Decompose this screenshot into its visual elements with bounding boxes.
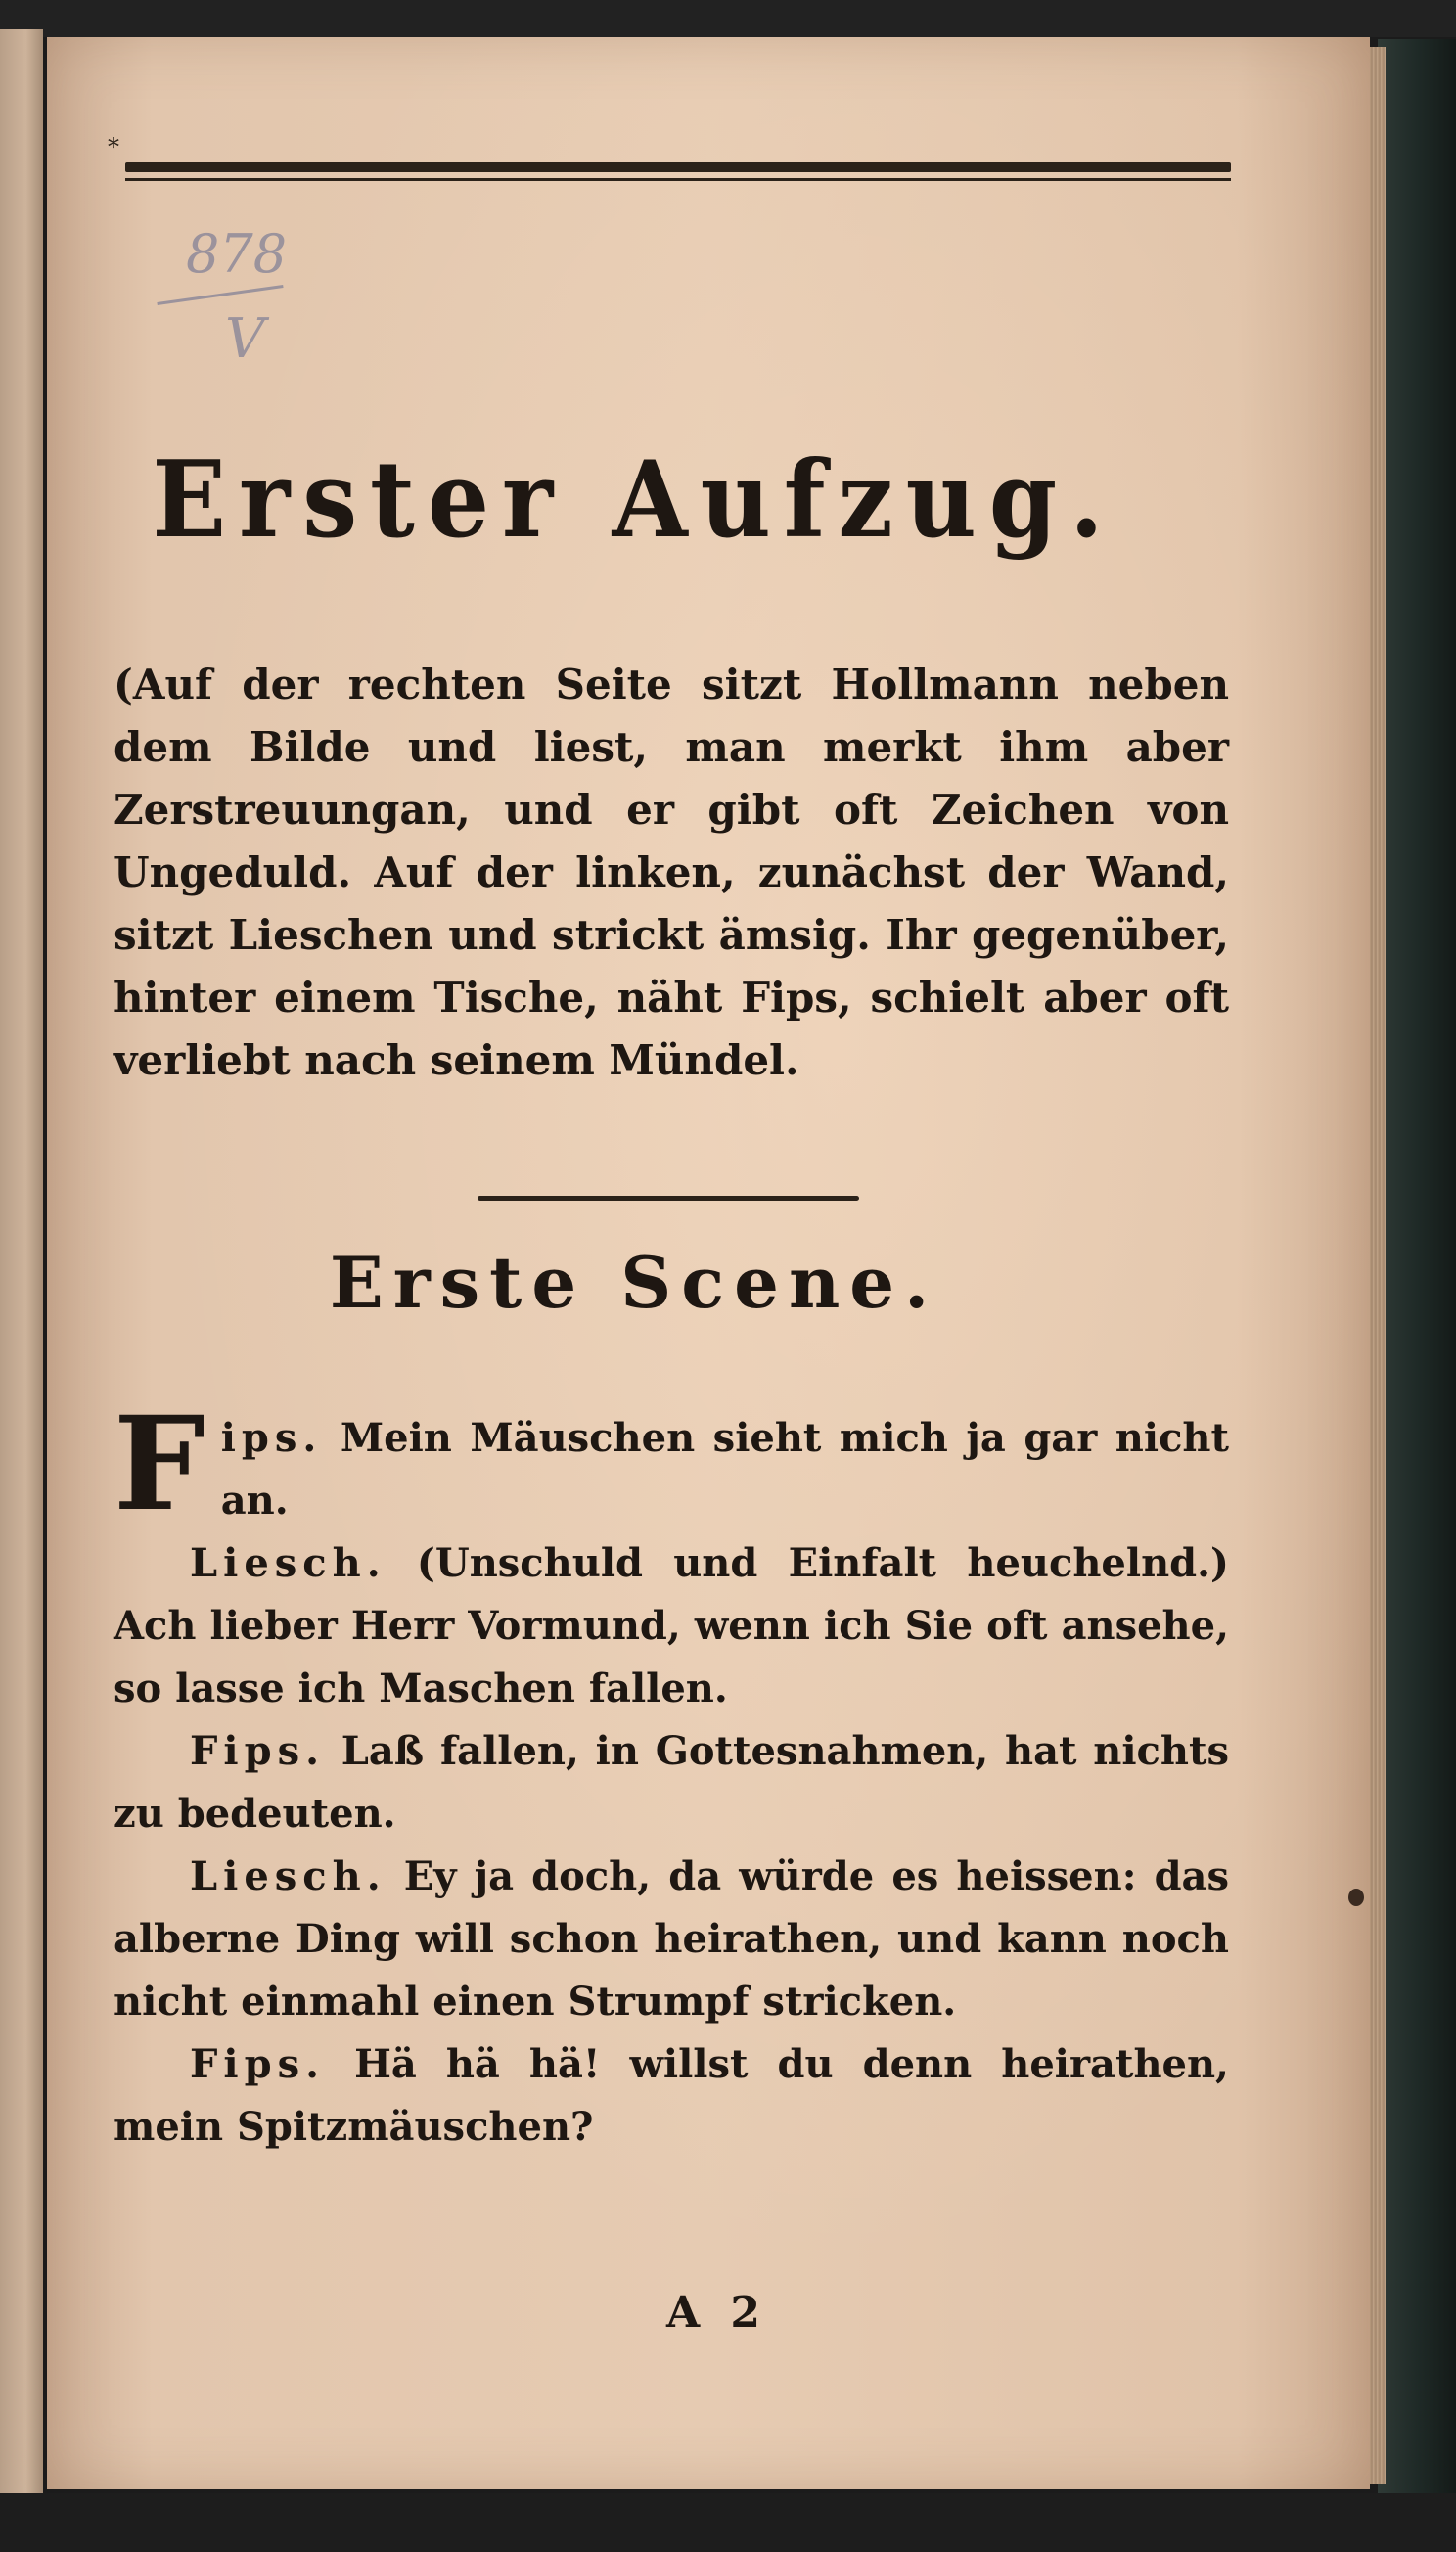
scan-background-top [0, 0, 1456, 37]
top-rule [125, 162, 1231, 172]
dialogue-line [114, 2033, 1229, 2159]
ink-spot [1348, 1889, 1364, 1906]
book-cover-board [1378, 39, 1456, 2495]
speaker-name: Fips. [114, 1389, 323, 1540]
dialogue-line [114, 1389, 1229, 1540]
scene-title: Erste Scene. [329, 1241, 939, 1324]
act-title: Erster Aufzug. [152, 438, 1116, 562]
dialogue-line [114, 1846, 1229, 2033]
scan-background-bottom [0, 2493, 1456, 2552]
handwritten-shelfmark [127, 223, 303, 389]
stage-direction: (Auf der rechten Seite sitzt Hollmann neben dem Bilde und liest, man merkt ihm aber Zerstreuungan, und er gibt oft Zeichen von Ungeduld. Auf der linken, zunächst der Wand, sitzt Lieschen und strickt ämsig. Ihr gegenüber, hinter einem Tische, näht Fips, schielt aber oft verliebt nach seinem Mündel. [114, 661, 1229, 1084]
shelfmark-denominator: V [225, 307, 265, 371]
speaker-name: Fips. [190, 2041, 326, 2087]
speech-text: Ey ja doch, da würde es heissen: das alberne Ding will schon heirathen, und kann noch nicht einmahl einen Strumpf stricken. [114, 1853, 1229, 2025]
speaker-name: Liesch. [190, 1853, 387, 1899]
dialogue-block [114, 1389, 1229, 2159]
page [47, 37, 1370, 2489]
speaker-name: Liesch. [190, 1540, 387, 1586]
shelfmark-fraction-line [157, 285, 283, 305]
dialogue-line [114, 1532, 1229, 1720]
shelfmark-numerator: 878 [186, 223, 288, 285]
previous-page-edge [0, 29, 43, 2495]
top-rule-thin [125, 178, 1231, 181]
ornament-mark: * [108, 133, 119, 160]
dialogue-line [114, 1720, 1229, 1846]
speech-text: Laß fallen, in Gottesnahmen, hat nichts zu bedeuten. [114, 1728, 1229, 1837]
section-divider [478, 1196, 859, 1201]
speech-text: Hä hä hä! willst du denn heirathen, mein Spitzmäuschen? [114, 2041, 1229, 2150]
speaker-name: Fips. [190, 1728, 326, 1774]
printer-signature: A 2 [665, 2288, 769, 2338]
speech-text: (Unschuld und Einfalt heuchelnd.) Ach lieber Herr Vormund, wenn ich Sie oft ansehe, so lasse ich Maschen fallen. [114, 1540, 1229, 1711]
speech-text: Mein Mäuschen sieht mich ja gar nicht an. [220, 1415, 1229, 1524]
